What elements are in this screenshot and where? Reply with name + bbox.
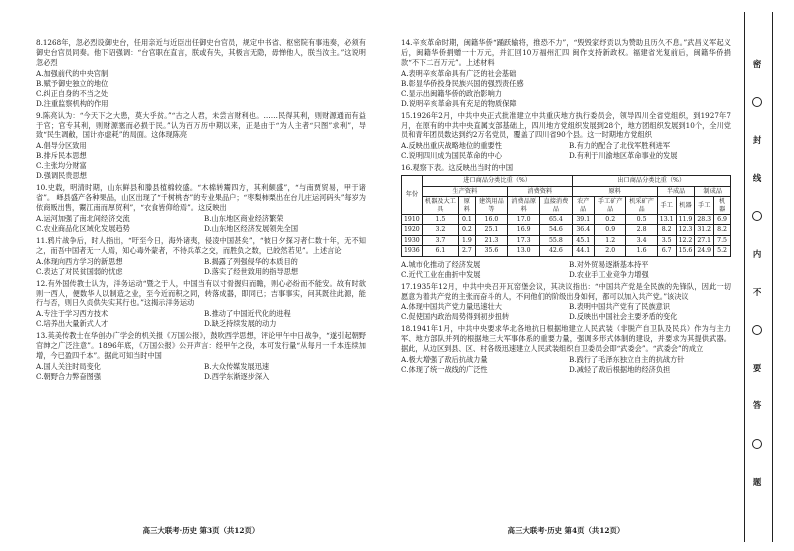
option-b: B.对外贸易逐渐基本持平: [569, 259, 649, 269]
table-cell: 36.4: [572, 225, 595, 235]
table-header-cell: 直接消费品: [540, 197, 572, 215]
option-c: C.朝野合力弊奋图强: [36, 372, 102, 381]
answer-options: [36, 214, 366, 234]
answer-options: [401, 69, 731, 109]
option-b: B.推动了中国近代化的进程: [204, 309, 291, 319]
table-header-cell: 出口商品分类比重（%）: [572, 176, 730, 186]
option-d: D.注重监察机构的作用: [36, 98, 109, 108]
table-cell: 13.1: [657, 214, 676, 224]
option-a: A.国人关注时局变化: [36, 362, 101, 372]
table-cell: 8.2: [657, 225, 676, 235]
option-c: C.表达了对民贫国弱的忧虑: [36, 266, 123, 276]
table-cell: 35.6: [475, 246, 507, 256]
option-d: D.强调民贵思想: [36, 171, 87, 181]
question-text: 15.1926年2月，中共中央正式批准建立中共重庆地方执行委员会，领导四川全省党组织，到1927年7月，在原有的中共中央直属支部基础上，四川地方党组织发展到28个，地方团组织发展到10个，全川党员和青年团员数达到约2万名党员，覆盖了四川省90个县。这一时期地方党组织: [401, 110, 731, 140]
table-cell: 1910: [402, 214, 423, 224]
table-header-cell: 消费资料: [508, 186, 572, 196]
table-header-cell: 消费品原料: [508, 197, 540, 215]
table-cell: 54.6: [540, 225, 572, 235]
table-cell: 15.6: [676, 246, 695, 256]
table-cell: 2.8: [626, 225, 657, 235]
table-cell: 3.4: [626, 235, 657, 245]
seal-hole-icon: [752, 325, 762, 335]
option-d: D.落实了经世致用的指导思想: [204, 266, 299, 276]
answer-options: [36, 309, 366, 329]
right-column: [401, 38, 731, 377]
option-b: B.赋予御史独立的地位: [36, 78, 109, 88]
option-c: C.近代工业在曲折中发展: [401, 269, 481, 279]
table-cell: 11.9: [676, 214, 695, 224]
table-header-cell: 原料: [572, 186, 657, 196]
table-cell: 28.3: [695, 214, 714, 224]
option-d: D.反映出中国社会主要矛盾的变化: [569, 312, 678, 322]
table-cell: 1.6: [626, 246, 657, 256]
table-cell: 8.2: [714, 225, 731, 235]
table-cell: 0.2: [458, 225, 475, 235]
option-a: A.运河加强了南北间经济交流: [36, 213, 130, 223]
option-c: C.显示出闽籍华侨的政治影响力: [401, 88, 502, 98]
table-cell: 3.2: [422, 225, 458, 235]
option-b: B.践行了毛泽东独立自主的抗战方针: [569, 355, 685, 365]
table-header-row: [402, 176, 731, 186]
table-cell: 6.9: [714, 214, 731, 224]
question-text: 16.观察下表。这反映出当时的中国: [401, 163, 514, 173]
question-text: 14.辛亥革命时期，闽籍华侨“踊跃输将，推恐不力”，“毁毁家纾贡以为赞助且历久不息。”武昌义军起义后，闽籍华侨捐赠一十万元，并汇回10万福州汇四 闽作支持新政权。福建省光复前后，闽籍华侨捐款“不下二百万元”。上述材料: [401, 38, 731, 67]
seal-hole-icon: [752, 97, 762, 107]
option-c: C.培养出大量新式人才: [36, 319, 109, 329]
option-c: C.主张均分财富: [36, 161, 87, 171]
question-text: 12.有外国传教士认为，洋务运动“暨之于人，中国当有以寸骨握归而瞻，则心必纷而不能安。故有时欲则一西人，便数华人以制造之业，至今近而积之同，转落成器，即同已；吉事事实，问其既往此源，能行与否，则日久贞供失实其行也。”这揭示洋务运动: [36, 278, 366, 308]
table-cell: 39.1: [572, 214, 595, 224]
option-b: B.有力的配合了北伐军胜利进军: [569, 141, 671, 151]
table-cell: 0.2: [595, 214, 626, 224]
table-cell: 5.2: [714, 246, 731, 256]
question-16: [401, 163, 731, 279]
table-cell: 65.4: [540, 214, 572, 224]
question-text: 18.1941年1月，中共中央要求华北各地抗日根据地建立人民武装（非脱产自卫队及民兵）作为与主力军、地方部队并列的根据地三大军事体系的重要力量，强调多形式体制的建设，并要求为其提供武器。据此，从边区到县、区、村各级迅速建立人民武装组织自卫委员会即“武委会”。“武委会”的成立: [401, 324, 731, 354]
option-d: D.缺乏持续发展的动力: [204, 319, 277, 329]
table-cell: 17.0: [508, 214, 540, 224]
option-d: D.农业手工业竞争力增强: [569, 269, 649, 279]
question-9: [36, 111, 366, 182]
option-a: A.加强前代的中央官制: [36, 68, 109, 78]
table-cell: 42.6: [540, 246, 572, 256]
question-13: [36, 331, 366, 382]
option-c: C.纠正自身的不当之处: [36, 88, 109, 98]
question-14: [401, 38, 731, 109]
table-cell: 31.2: [695, 225, 714, 235]
table-header-row: [402, 186, 731, 196]
table-cell: 0.1: [458, 214, 475, 224]
table-header-cell: 生产资料: [422, 186, 507, 196]
table-cell: 3.7: [422, 235, 458, 245]
option-b: B.大众传媒发展迅速: [204, 362, 270, 372]
table-cell: 6.1: [422, 246, 458, 256]
table-cell: 45.1: [572, 235, 595, 245]
seal-line: [744, 12, 745, 542]
table-cell: 1.9: [458, 235, 475, 245]
answer-options: [36, 257, 366, 277]
option-b: B.表明中国共产党有了民族意识: [569, 302, 671, 312]
option-a: A.倡导分区致用: [36, 141, 87, 151]
table-cell: 1.2: [595, 235, 626, 245]
table-cell: 13.0: [508, 246, 540, 256]
option-c: C.促使国内政治局势得到初步扭转: [401, 312, 510, 322]
option-d: D.西学东渐逐步深入: [204, 372, 270, 381]
option-a: A.城市化推动了经济发展: [401, 259, 481, 269]
table-header-cell: 半成品: [657, 186, 695, 196]
seal-line: [772, 12, 773, 542]
page-footer-right: 高三大联考·历史 第4页（共12页）: [507, 526, 625, 535]
table-header-cell: 机采矿产品: [626, 197, 657, 215]
option-c: C.体现了统一战线的广泛性: [401, 365, 488, 375]
table-cell: 2.7: [458, 246, 475, 256]
option-a: A.专注于学习西方技术: [36, 309, 109, 319]
seal-notice: [750, 60, 764, 515]
question-10: [36, 183, 366, 234]
option-b: B.彰显华侨投身民族兴国的强烈责任感: [401, 78, 524, 88]
page-footer-left: 高三大联考·历史 第3页（共12页）: [142, 526, 260, 535]
option-a: A.体现中国共产党力量迅速壮大: [401, 302, 502, 312]
table-cell: 16.0: [475, 214, 507, 224]
seal-hole-icon: [752, 211, 762, 221]
table-header-cell: 手工: [695, 197, 714, 215]
seal-char: 内: [752, 249, 762, 260]
seal-char: 线: [752, 172, 762, 183]
table-header-cell: 机器: [676, 197, 695, 215]
option-d: D.有利于川渝地区革命事业的发展: [569, 151, 678, 161]
table-header-cell: 机器及大工具: [422, 197, 458, 215]
trade-statistics-table: [401, 175, 731, 257]
table-cell: 12.3: [676, 225, 695, 235]
table-cell: 1930: [402, 235, 423, 245]
table-cell: 1.5: [422, 214, 458, 224]
question-15: [401, 111, 731, 162]
question-8: [36, 38, 366, 109]
table-cell: 12.2: [676, 235, 695, 245]
question-18: [401, 324, 731, 375]
question-text: 9.陈亮认为：“今天下之大患，莫大乎贫。”“古之人君，未尝言财利也。……民得其利，则财源通而有益于官；官专其利，则财源塞而必损于民。”认为百万历中期以来，正是由于“为人主者“只图”求利”，导致“民生凋敝，国计亦虚耗”的局面。这体现陈亮: [36, 110, 366, 140]
seal-char: 要: [752, 363, 762, 374]
table-header-cell: 农产品: [572, 197, 595, 215]
table-cell: 16.9: [508, 225, 540, 235]
question-text: 11.鸦片战争后，时人指出，“吁至今日，海外诸夷，侵凌中国甚矣”，“彼日夕探习者仁数十年，无不知之，而吾中国者无一人焉，知心毒外蒙者，不待兵革之交，而胜负之数，已皎然若见”。上述言论: [36, 235, 366, 255]
table-header-row: [402, 197, 731, 215]
table-row: [402, 235, 731, 245]
answer-options: [36, 141, 366, 181]
table-cell: 3.5: [657, 235, 676, 245]
answer-options: [36, 362, 366, 382]
table-header-cell: 制成品: [695, 186, 731, 196]
option-a: A.极大增强了敌后抗战力量: [401, 355, 488, 365]
seal-hole-icon: [752, 439, 762, 449]
option-a: A.反映出重庆战略地位的重要性: [401, 141, 502, 151]
option-c: C.说明四川成为国民革命的中心: [401, 151, 502, 161]
answer-options: [36, 69, 366, 109]
table-cell: 0.5: [626, 214, 657, 224]
table-header-cell: 进口商品分类比重（%）: [422, 176, 572, 186]
table-row: [402, 246, 731, 256]
table-header-cell: 原料: [458, 197, 475, 215]
table-cell: 44.1: [572, 246, 595, 256]
seal-char: 题: [752, 476, 762, 487]
table-cell: 1920: [402, 225, 423, 235]
option-b: B.排斥民本思想: [36, 151, 87, 161]
table-cell: 17.3: [508, 235, 540, 245]
binding-seal-strip: [742, 12, 794, 542]
answer-options: [401, 141, 731, 161]
question-text: 8.1268年，忽必烈设御史台，任用亲近与近臣出任御史台官员，规定中书省、枢密院有事违奏，必须有御史台官员同奏。他下诏强调：“台官职在直言，朕或有失，其极言无隐，毋惮他人，朕当汝主。”这说明忽必烈: [36, 38, 366, 67]
table-cell: 55.8: [540, 235, 572, 245]
question-12: [36, 279, 366, 330]
table-cell: 6.7: [657, 246, 676, 256]
table-cell: 1936: [402, 246, 423, 256]
question-17: [401, 282, 731, 323]
answer-options: [401, 260, 731, 280]
option-c: C.农业商品化区域化发展趋势: [36, 223, 130, 233]
table-cell: 21.3: [475, 235, 507, 245]
seal-char: 不: [752, 286, 762, 297]
question-text: 17.1935年12月，中共中央召开瓦窑堡会议，其决议指出：“中国共产党是全民族的先锋队，因此一切愿意为着共产党的主张而奋斗的人，不问他们的阶级出身如何，都可以加入共产党。”该决议: [401, 281, 731, 301]
table-cell: 2.0: [595, 246, 626, 256]
option-a: A.体现向西方学习的新思想: [36, 256, 123, 266]
table-row: [402, 225, 731, 235]
table-header-cell: 手工矿产品: [595, 197, 626, 215]
left-column: [36, 38, 366, 384]
table-header-cell: 建筑用品等: [475, 197, 507, 215]
seal-char: 密: [752, 59, 762, 69]
question-11: [36, 236, 366, 277]
table-header-cell: 手工: [657, 197, 676, 215]
table-cell: 27.1: [695, 235, 714, 245]
table-cell: 25.1: [475, 225, 507, 235]
table-header-cell: 年份: [402, 176, 423, 215]
table-cell: 7.5: [714, 235, 731, 245]
option-d: D.减轻了敌后根据地的经济负担: [569, 365, 671, 375]
option-a: A.表明辛亥革命具有广泛的社会基础: [401, 68, 517, 78]
option-b: B.揭露了列强侵华的本质目的: [204, 256, 298, 266]
table-cell: 0.9: [595, 225, 626, 235]
table-body: [402, 214, 731, 256]
option-d: D.山东地区经济发展领先全国: [204, 223, 299, 233]
question-text: 10.史载，明清时期，山东鲜县和滕县植棉较盛。“木棉转鬻四方，其利颇盛”，“与南贾贸易，甲于诸省”。 峄县盛产各种果品，山区出现了“千树桃杏”的专业果品户；“枣梨柿栗出在台儿庄运河码头”每岁为依商贩出售，鬻江南而厚贸利”，“衣食皆仰给焉”。这反映出: [36, 183, 366, 212]
option-d: D.说明辛亥革命具有充足的物质保障: [401, 98, 517, 108]
table-cell: 24.9: [695, 246, 714, 256]
answer-options: [401, 302, 731, 322]
question-text: 13.英美传教士在华创办广学会的机关报《万国公报》，鼓吹西学思想，评论甲午中日战争，“遂引起朝野官绅之广泛注意”。1896年底，《万国公报》公开声言：经甲午之役，本可发行量“从每月一千本连续加增，今已盈四千本”。据此可知当时中国: [36, 331, 366, 361]
option-b: B.山东地区商业经济繁荣: [204, 213, 284, 223]
seal-char: 答: [752, 400, 762, 411]
table-row: [402, 214, 731, 224]
answer-options: [401, 355, 731, 375]
seal-char: 封: [752, 135, 762, 146]
table-header-cell: 机器: [714, 197, 731, 215]
